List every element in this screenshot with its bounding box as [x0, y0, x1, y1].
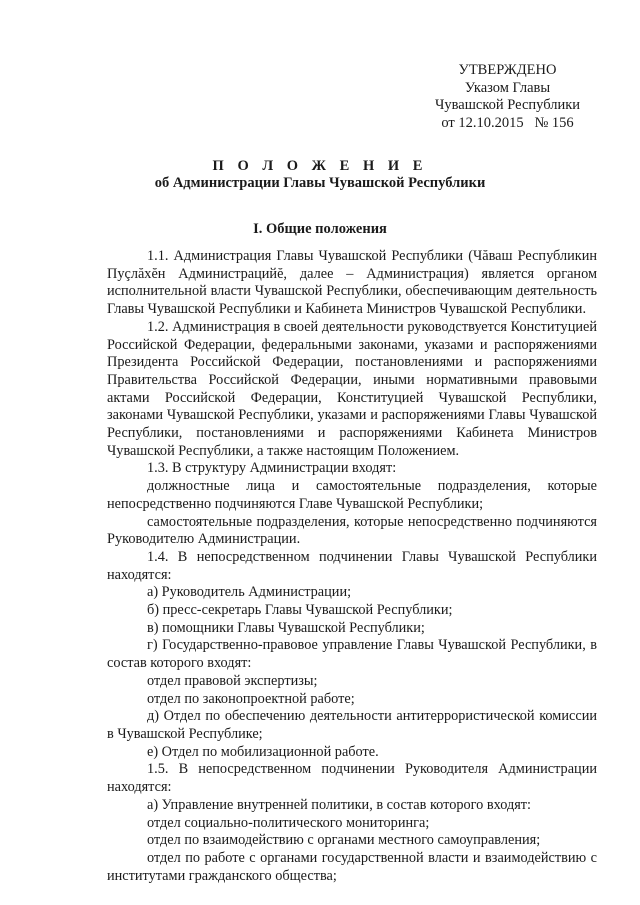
document-title: П О Л О Ж Е Н И Е [212, 158, 428, 174]
paragraph: 1.3. В структуру Администрации входят: [147, 460, 397, 477]
paragraph: 1.5. В непосредственном подчинении Руководителя Администрации находятся: [107, 761, 597, 796]
document-subtitle: об Администрации Главы Чувашской Республики [154, 175, 486, 191]
decree-label: Указом Главы [464, 79, 551, 96]
paragraph: а) Управление внутренней политики, в состав которого входят: [147, 796, 532, 813]
approved-label: УТВЕРЖДЕНО [458, 62, 557, 78]
date-number: от 12.10.2015 № 156 [441, 114, 574, 131]
document-body [107, 248, 597, 885]
paragraph: отдел по взаимодействию с органами местного самоуправления; [147, 832, 541, 849]
paragraph: г) Государственно-правовое управление Главы Чувашской Республики, в состав которого входят: [107, 637, 597, 672]
paragraph: должностные лица и самостоятельные подразделения, которые непосредственно подчиняются Главе Чувашской Республики; [107, 478, 597, 512]
paragraph: д) Отдел по обеспечению деятельности антитеррористической комиссии в Чувашской Республике; [107, 708, 597, 742]
paragraph: отдел по работе с органами государственной власти и взаимодействию с институтами гражданского общества; [107, 849, 597, 884]
approval-stamp [420, 62, 595, 132]
section-heading: I. Общие положения [253, 221, 387, 237]
paragraph: отдел социально-политического мониторинга; [147, 814, 430, 831]
paragraph: в) помощники Главы Чувашской Республики; [147, 619, 425, 636]
paragraph: самостоятельные подразделения, которые непосредственно подчиняются Руководителю Администрации. [107, 513, 597, 548]
paragraph: отдел по законопроектной работе; [147, 690, 355, 707]
republic-label: Чувашской Республики [434, 97, 581, 113]
paragraph: 1.2. Администрация в своей деятельности руководствуется Конституцией Российской Федерации, федеральными законами, указами и распоряжениями Президента Российской Федерации, постановлениями и распоряжениями Правительства Российской Федерации, иными нормативными правовыми актами Российской Федерации, Конституцией Чувашской Республики, законами Чувашской Республики, указами и распоряжениями Главы Чувашской Республики, постановлениями и распоряжениями Кабинета Министров Чувашской Республики, а также настоящим Положением. [107, 318, 597, 459]
paragraph: б) пресс-секретарь Главы Чувашской Республики; [147, 602, 453, 619]
paragraph: 1.4. В непосредственном подчинении Главы Чувашской Республики находятся: [107, 548, 597, 583]
paragraph: а) Руководитель Администрации; [147, 584, 352, 601]
paragraph: отдел правовой экспертизы; [147, 672, 318, 689]
paragraph: 1.1. Администрация Главы Чувашской Республики (Чăваш Республикин Пуçлăхĕн Администрацийĕ, далее – Администрация) является органом исполнительной власти Чувашской Республики, обеспечивающим деятельность Главы Чувашской Республики и Кабинета Министров Чувашской Республики. [107, 248, 597, 318]
paragraph: е) Отдел по мобилизационной работе. [147, 743, 379, 760]
